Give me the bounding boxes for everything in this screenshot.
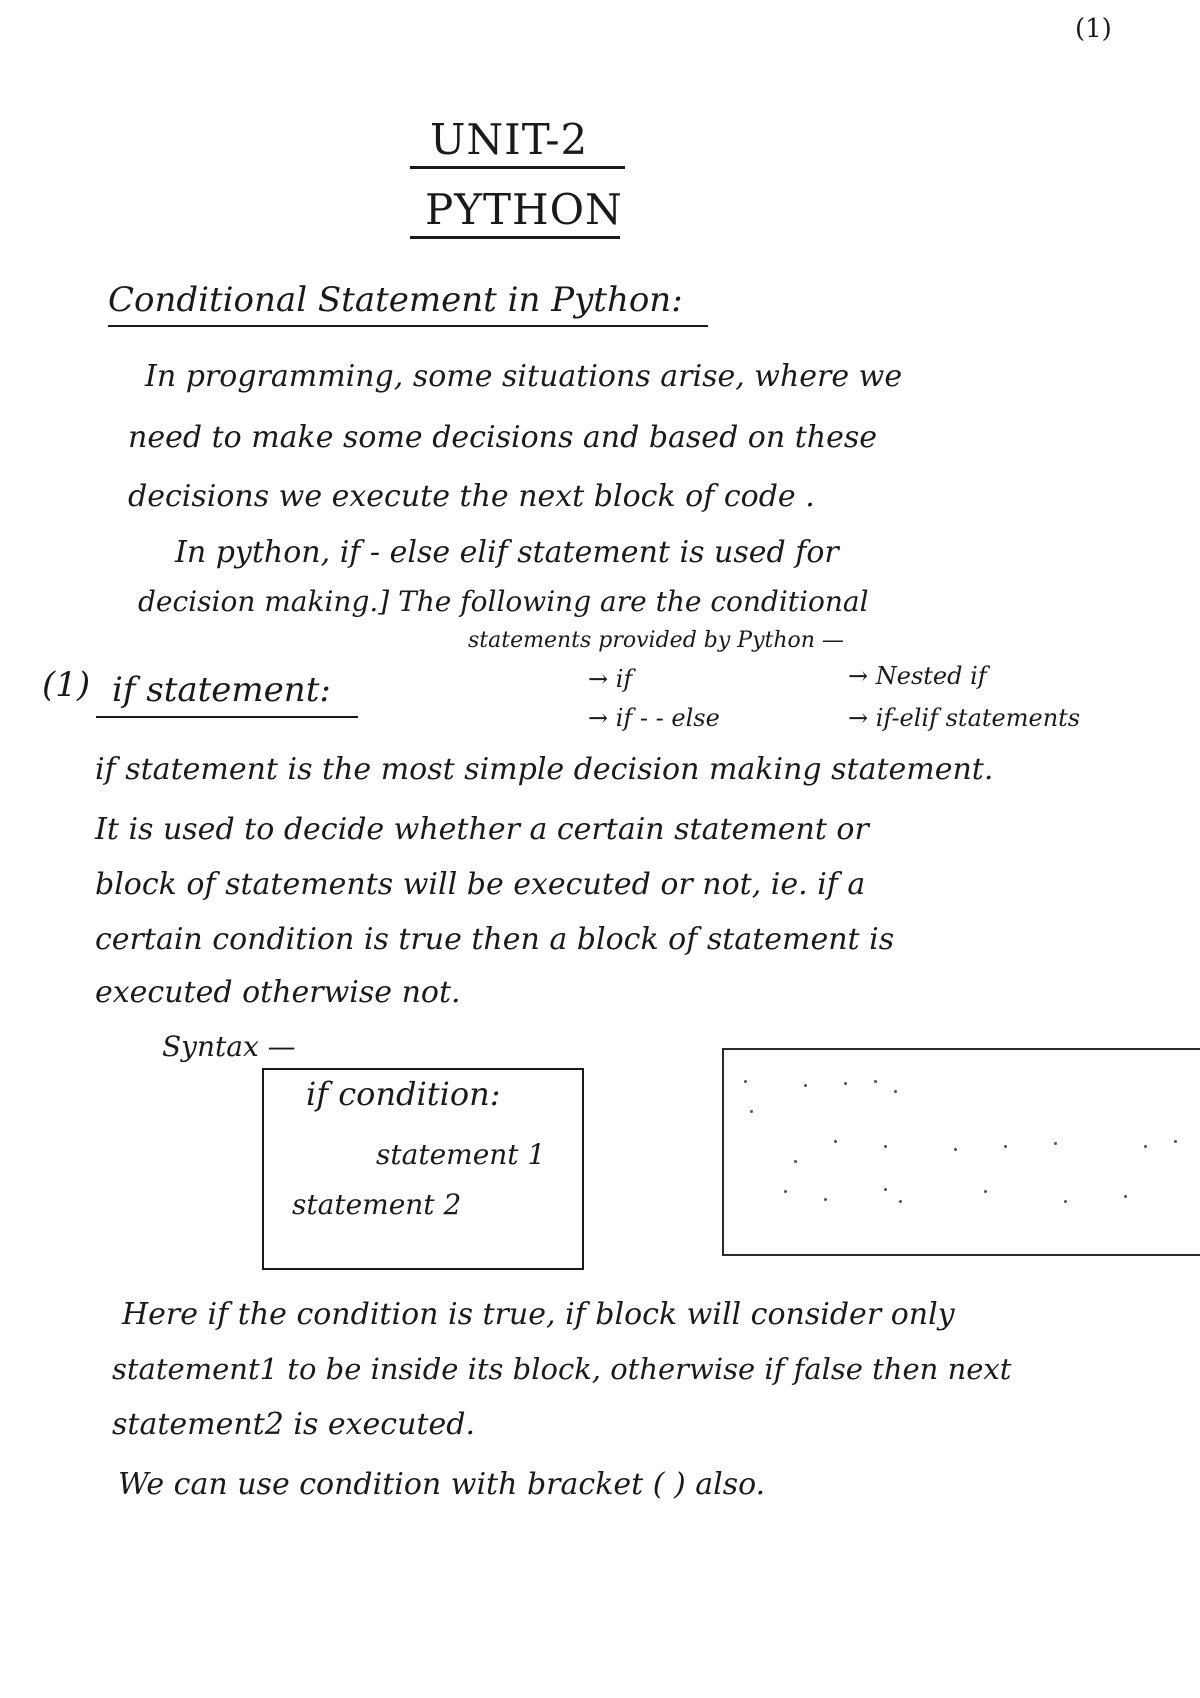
faded-speck — [844, 1082, 847, 1085]
explanation-line-1: Here if the condition is true, if block will consider only — [122, 1297, 955, 1332]
faded-speck — [1064, 1200, 1067, 1203]
subject-title-underline — [410, 236, 620, 239]
faded-speck — [1144, 1145, 1147, 1148]
faded-speck — [874, 1080, 877, 1083]
faded-speck — [894, 1090, 897, 1093]
if-desc-line-4: certain condition is true then a block of statement is — [95, 922, 895, 957]
intro-line-1: In programming, some situations arise, where we — [145, 359, 903, 394]
type-if: → if — [588, 665, 633, 693]
faded-speck — [1054, 1142, 1057, 1145]
unit-title: UNIT-2 — [430, 115, 589, 164]
faded-speck — [744, 1080, 747, 1083]
subject-title: PYTHON — [425, 185, 623, 234]
page-number: (1) — [1075, 14, 1112, 44]
explanation-line-4: We can use condition with bracket ( ) also. — [118, 1467, 766, 1502]
subsection-heading: if statement: — [112, 670, 331, 710]
syntax-line-2: statement 1 — [376, 1138, 546, 1171]
faded-speck — [1004, 1145, 1007, 1148]
faded-speck — [954, 1148, 957, 1151]
faded-example-box — [722, 1048, 1200, 1256]
type-if-elif: → if-elif statements — [848, 704, 1081, 732]
faded-speck — [1124, 1195, 1127, 1198]
python-line-1: In python, if - else elif statement is used for — [175, 535, 839, 570]
faded-speck — [804, 1084, 807, 1087]
faded-speck — [984, 1190, 987, 1193]
python-line-3: statements provided by Python — — [468, 628, 844, 653]
faded-speck — [824, 1198, 827, 1201]
subsection-number: (1) — [42, 665, 91, 705]
explanation-line-3: statement2 is executed. — [112, 1407, 475, 1442]
if-desc-line-2: It is used to decide whether a certain statement or — [95, 812, 869, 847]
if-desc-line-5: executed otherwise not. — [95, 975, 461, 1010]
faded-speck — [884, 1145, 887, 1148]
python-line-2: decision making.] The following are the conditional — [138, 585, 869, 618]
intro-line-3: decisions we execute the next block of code . — [128, 479, 815, 514]
subsection-heading-underline — [96, 716, 358, 718]
syntax-label: Syntax — — [162, 1030, 296, 1063]
if-desc-line-3: block of statements will be executed or not, ie. if a — [95, 867, 866, 902]
type-if-else: → if - - else — [588, 704, 720, 732]
type-nested-if: → Nested if — [848, 662, 987, 690]
faded-speck — [899, 1200, 902, 1203]
faded-speck — [784, 1190, 787, 1193]
faded-speck — [750, 1110, 753, 1113]
explanation-line-2: statement1 to be inside its block, otherwise if false then next — [112, 1352, 1012, 1386]
faded-speck — [1174, 1140, 1177, 1143]
intro-line-2: need to make some decisions and based on these — [128, 420, 878, 455]
faded-speck — [884, 1188, 887, 1191]
unit-title-underline — [410, 166, 625, 169]
section-heading-underline — [108, 325, 708, 327]
syntax-box — [262, 1068, 584, 1270]
faded-speck — [834, 1140, 837, 1143]
if-desc-line-1: if statement is the most simple decision making statement. — [95, 752, 994, 787]
syntax-line-3: statement 2 — [292, 1188, 462, 1221]
section-heading: Conditional Statement in Python: — [108, 280, 683, 320]
syntax-line-1: if condition: — [306, 1075, 501, 1113]
faded-speck — [794, 1160, 797, 1163]
